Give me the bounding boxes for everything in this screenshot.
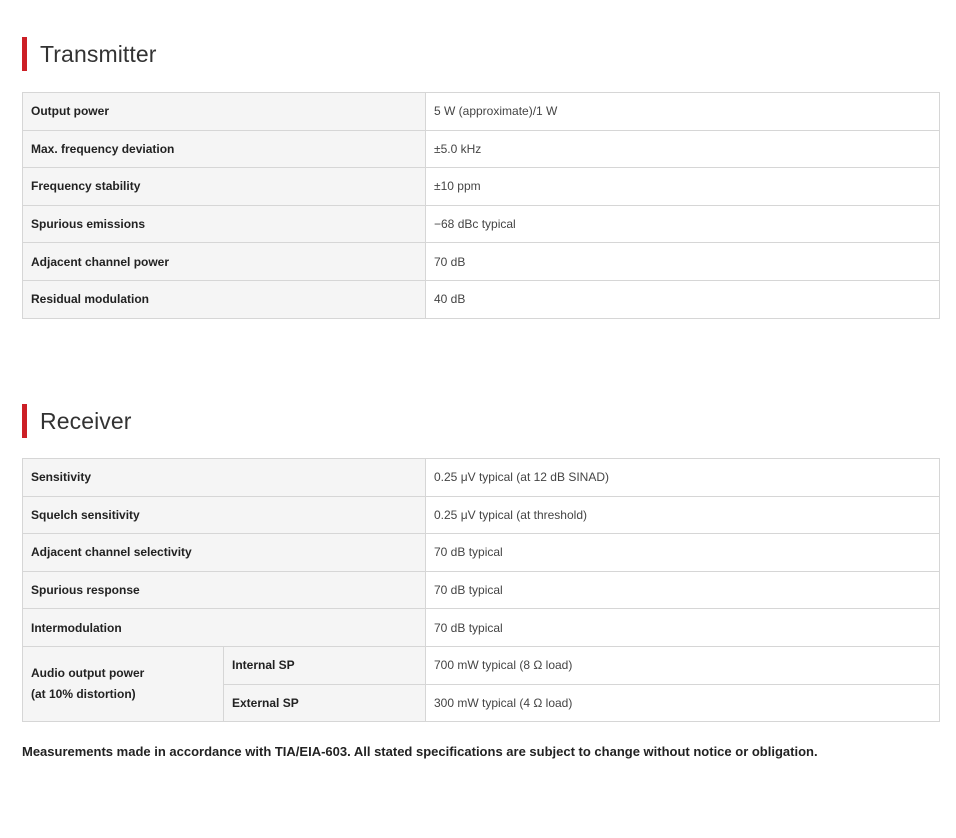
internal-sp-value: 700 mW typical (8 Ω load) bbox=[426, 646, 940, 684]
table-row bbox=[23, 534, 940, 572]
spec-value: ±10 ppm bbox=[426, 168, 940, 206]
spec-label: Squelch sensitivity bbox=[23, 496, 426, 534]
table-row bbox=[23, 168, 940, 206]
transmitter-heading bbox=[22, 37, 157, 71]
footnote: Measurements made in accordance with TIA/EIA-603. All stated specifications are subject to change without notice or obligation. bbox=[22, 744, 818, 759]
receiver-title: Receiver bbox=[40, 407, 132, 434]
audio-output-label bbox=[23, 646, 224, 721]
external-sp-value: 300 mW typical (4 Ω load) bbox=[426, 684, 940, 722]
audio-output-label-line2: (at 10% distortion) bbox=[31, 687, 136, 702]
audio-output-label-line1: Audio output power bbox=[31, 666, 145, 681]
spec-label: Output power bbox=[23, 93, 426, 131]
spec-label: Adjacent channel selectivity bbox=[23, 534, 426, 572]
table-row bbox=[23, 571, 940, 609]
spec-label: Max. frequency deviation bbox=[23, 130, 426, 168]
spec-value: 40 dB bbox=[426, 280, 940, 318]
transmitter-title: Transmitter bbox=[40, 40, 157, 67]
table-row bbox=[23, 205, 940, 243]
transmitter-spec-table bbox=[22, 92, 940, 319]
table-row bbox=[23, 496, 940, 534]
table-row bbox=[23, 646, 940, 684]
spec-label: Spurious emissions bbox=[23, 205, 426, 243]
heading-accent-bar bbox=[22, 37, 27, 71]
spec-value: 70 dB bbox=[426, 243, 940, 281]
spec-value: 70 dB typical bbox=[426, 534, 940, 572]
spec-label: Sensitivity bbox=[23, 459, 426, 497]
spec-label: Frequency stability bbox=[23, 168, 426, 206]
spec-value: 70 dB typical bbox=[426, 609, 940, 647]
table-row bbox=[23, 459, 940, 497]
spec-value: 0.25 μV typical (at 12 dB SINAD) bbox=[426, 459, 940, 497]
heading-accent-bar bbox=[22, 404, 27, 438]
table-row bbox=[23, 609, 940, 647]
spec-value: 70 dB typical bbox=[426, 571, 940, 609]
table-row bbox=[23, 93, 940, 131]
internal-sp-label: Internal SP bbox=[224, 646, 426, 684]
table-row bbox=[23, 243, 940, 281]
spec-value: −68 dBc typical bbox=[426, 205, 940, 243]
spec-value: 5 W (approximate)/1 W bbox=[426, 93, 940, 131]
spec-label: Adjacent channel power bbox=[23, 243, 426, 281]
table-row bbox=[23, 280, 940, 318]
table-row bbox=[23, 130, 940, 168]
external-sp-label: External SP bbox=[224, 684, 426, 722]
spec-value: ±5.0 kHz bbox=[426, 130, 940, 168]
spec-label: Residual modulation bbox=[23, 280, 426, 318]
spec-value: 0.25 μV typical (at threshold) bbox=[426, 496, 940, 534]
spec-label: Spurious response bbox=[23, 571, 426, 609]
receiver-heading bbox=[22, 404, 132, 438]
spec-label: Intermodulation bbox=[23, 609, 426, 647]
receiver-spec-table bbox=[22, 458, 940, 722]
